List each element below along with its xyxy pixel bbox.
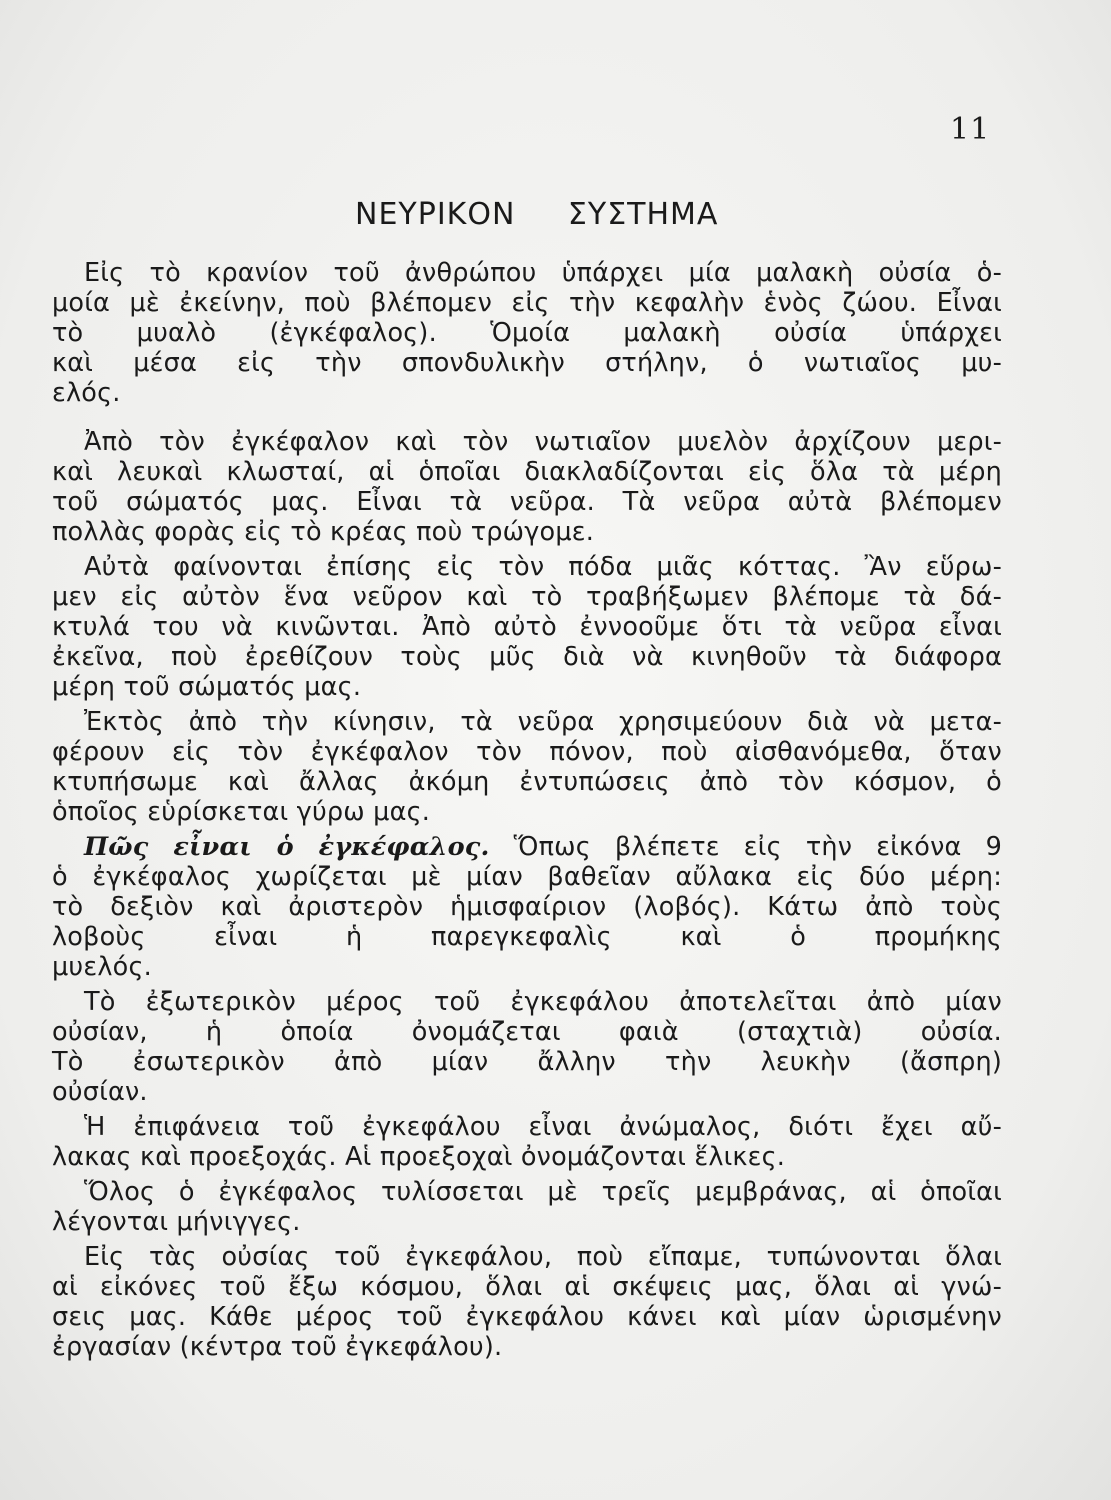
- text-line: [52, 832, 1002, 862]
- text-fragment: Ὅπως βλέπετε εἰς τὴν εἰκόνα 9: [489, 832, 1002, 862]
- text-line: μεν εἰς αὐτὸν ἕνα νεῦρον καὶ τὸ τραβήξωμεν βλέπομε τὰ δά-: [52, 582, 1002, 612]
- text-line: τὸ δεξιὸν καὶ ἀριστερὸν ἡμισφαίριον (λοβός). Κάτω ἀπὸ τοὺς: [52, 892, 1002, 922]
- text-line: Εἰς τὰς οὐσίας τοῦ ἐγκεφάλου, ποὺ εἴπαμε, τυπώνονται ὅλαι: [84, 1242, 1002, 1272]
- text-line: κτυλά του νὰ κινῶνται. Ἀπὸ αὐτὸ ἐννοοῦμε ὅτι τὰ νεῦρα εἶναι: [52, 612, 1002, 642]
- text-line: καὶ μέσα εἰς τὴν σπονδυλικὴν στήλην, ὁ νωτιαῖος μυ-: [52, 348, 1002, 378]
- text-line: Ὅλος ὁ ἐγκέφαλος τυλίσσεται μὲ τρεῖς μεμβράνας, αἱ ὁποῖαι: [84, 1177, 1002, 1207]
- text-line: πολλὰς φορὰς εἰς τὸ κρέας ποὺ τρώγομε.: [52, 517, 595, 547]
- text-line: τὸ μυαλὸ (ἐγκέφαλος). Ὁμοία μαλακὴ οὐσία ὑπάρχει: [52, 318, 1002, 348]
- paragraph: [52, 427, 1002, 547]
- text-line: οὐσίαν, ἡ ὁποία ὀνομάζεται φαιὰ (σταχτιὰ) οὐσία.: [52, 1017, 1002, 1047]
- text-line: ὁ ἐγκέφαλος χωρίζεται μὲ μίαν βαθεῖαν αὔλακα εἰς δύο μέρη:: [52, 862, 1002, 892]
- paragraph: [52, 1177, 1002, 1237]
- paragraph: [52, 832, 1002, 982]
- text-line: τοῦ σώματός μας. Εἶναι τὰ νεῦρα. Τὰ νεῦρα αὐτὰ βλέπομεν: [52, 487, 1002, 517]
- text-line: Αὐτὰ φαίνονται ἐπίσης εἰς τὸν πόδα μιᾶς κόττας. Ἂν εὕρω-: [84, 552, 1002, 582]
- text-line: Ἀπὸ τὸν ἐγκέφαλον καὶ τὸν νωτιαῖον μυελὸν ἀρχίζουν μερι-: [84, 427, 1002, 457]
- text-line: ἐργασίαν (κέντρα τοῦ ἐγκεφάλου).: [52, 1332, 503, 1362]
- paragraph: [52, 707, 1002, 827]
- paragraph: [52, 1242, 1002, 1362]
- text-line: οὐσίαν.: [52, 1077, 148, 1107]
- text-line: ἐκεῖνα, ποὺ ἐρεθίζουν τοὺς μῦς διὰ νὰ κινηθοῦν τὰ διάφορα: [52, 642, 1002, 672]
- text-line: Τὸ ἐξωτερικὸν μέρος τοῦ ἐγκεφάλου ἀποτελεῖται ἀπὸ μίαν: [84, 987, 1002, 1017]
- text-line: κτυπήσωμε καὶ ἄλλας ἀκόμη ἐντυπώσεις ἀπὸ τὸν κόσμον, ὁ: [52, 767, 1002, 797]
- body-text: [52, 258, 1002, 1362]
- text-line: ελός.: [52, 378, 121, 408]
- text-line: λοβοὺς εἶναι ἡ παρεγκεφαλὶς καὶ ὁ προμήκης: [52, 922, 1002, 952]
- paragraph: [52, 987, 1002, 1107]
- text-line: Τὸ ἐσωτερικὸν ἀπὸ μίαν ἄλλην τὴν λευκὴν (ἄσπρη): [52, 1047, 1002, 1077]
- text-line: σεις μας. Κάθε μέρος τοῦ ἐγκεφάλου κάνει καὶ μίαν ὡρισμένην: [52, 1302, 1002, 1332]
- text-line: ὁποῖος εὑρίσκεται γύρω μας.: [52, 797, 431, 827]
- text-line: μυελός.: [52, 952, 152, 982]
- text-line: μέρη τοῦ σώματός μας.: [52, 672, 362, 702]
- text-line: Ἡ ἐπιφάνεια τοῦ ἐγκεφάλου εἶναι ἀνώμαλος, διότι ἔχει αὔ-: [84, 1112, 1002, 1142]
- paragraph: [52, 258, 1002, 408]
- paragraph: [52, 552, 1002, 702]
- text-line: φέρουν εἰς τὸν ἐγκέφαλον τὸν πόνον, ποὺ αἰσθανόμεθα, ὅταν: [52, 737, 1002, 767]
- text-line: λακας καὶ προεξοχάς. Αἱ προεξοχαὶ ὀνομάζονται ἕλικες.: [52, 1142, 786, 1172]
- page-number: 11: [950, 112, 991, 147]
- page-title: ΝΕΥΡΙΚΟΝ ΣΥΣΤΗΜΑ: [355, 197, 719, 232]
- text-line: μοία μὲ ἐκείνην, ποὺ βλέπομεν εἰς τὴν κεφαλὴν ἑνὸς ζώου. Εἶναι: [52, 288, 1002, 318]
- section-heading: Πῶς εἶναι ὁ ἐγκέφαλος.: [84, 832, 490, 862]
- text-line: αἱ εἰκόνες τοῦ ἔξω κόσμου, ὅλαι αἱ σκέψεις μας, ὅλαι αἱ γνώ-: [52, 1272, 1002, 1302]
- text-line: Ἐκτὸς ἀπὸ τὴν κίνησιν, τὰ νεῦρα χρησιμεύουν διὰ νὰ μετα-: [84, 707, 1002, 737]
- text-line: λέγονται μήνιγγες.: [52, 1207, 301, 1237]
- text-line: Εἰς τὸ κρανίον τοῦ ἀνθρώπου ὑπάρχει μία μαλακὴ οὐσία ὁ-: [84, 258, 1002, 288]
- text-line: καὶ λευκαὶ κλωσταί, αἱ ὁποῖαι διακλαδίζονται εἰς ὅλα τὰ μέρη: [52, 457, 1002, 487]
- paragraph: [52, 1112, 1002, 1172]
